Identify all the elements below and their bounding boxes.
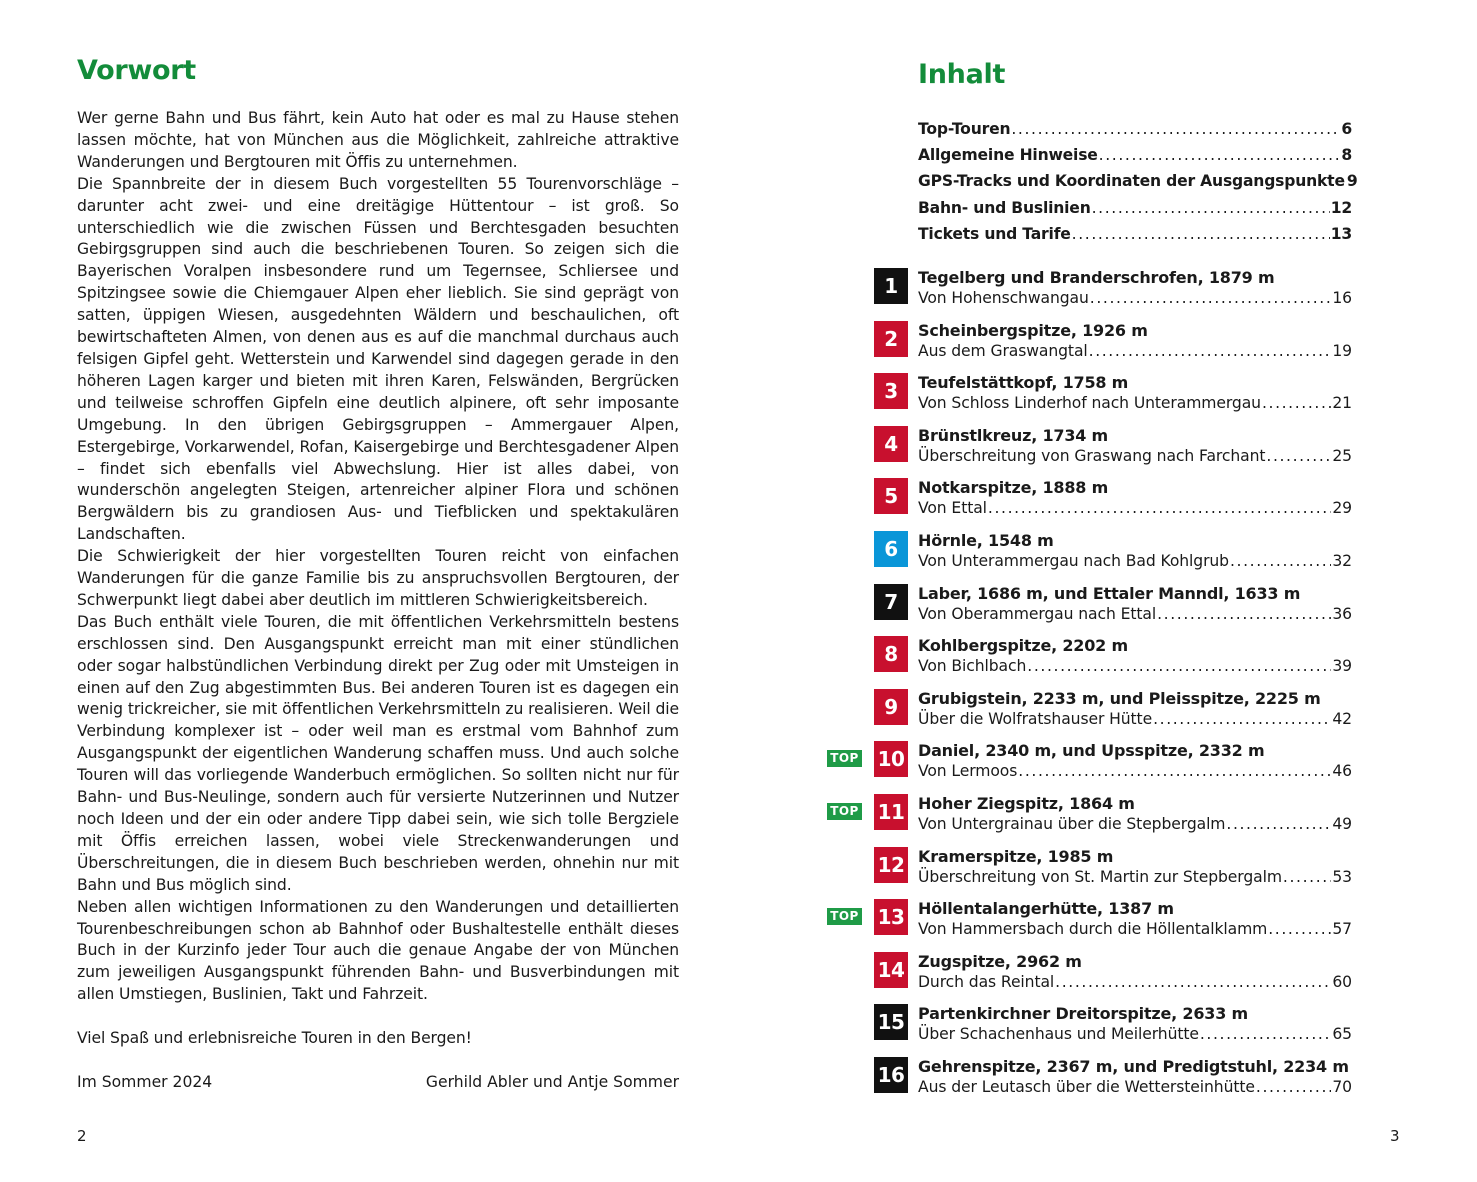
tour-title: Laber, 1686 m, und Ettaler Manndl, 1633 m: [918, 583, 1301, 603]
toc-entry-label: Tickets und Tarife: [918, 224, 1071, 243]
tour-title: Kohlbergspitze, 2202 m: [918, 636, 1128, 656]
tour-title: Zugspitze, 2962 m: [918, 951, 1082, 971]
tour-entry[interactable]: [820, 583, 1352, 627]
toc-entry[interactable]: [918, 225, 1352, 251]
tour-title: Gehrenspitze, 2367 m, und Predigtstuhl, 2234 m: [918, 1057, 1349, 1076]
foreword-paragraph: Die Schwierigkeit der hier vorgestellten Touren reicht von einfachen Wanderungen für die ganze Familie bis zu anspruchsvollen Bergtouren, der Schwerpunkt liegt dabei aber deutlich im mittleren Schwierigkeitsbereich.: [77, 547, 679, 609]
tour-number: 1: [874, 268, 908, 304]
contents-heading: Inhalt: [918, 59, 1006, 90]
tour-number: 4: [874, 426, 908, 462]
tour-subtitle-line: [918, 551, 1352, 572]
tour-subtitle: Von Oberammergau nach Ettal: [918, 604, 1157, 623]
toc-entry-label: Allgemeine Hinweise: [918, 146, 1098, 165]
tour-subtitle: Über Schachenhaus und Meilerhütte: [918, 1025, 1199, 1044]
tour-subtitle-line: [918, 288, 1352, 309]
leader-dots: [1090, 288, 1332, 309]
tour-number: 11: [874, 794, 908, 830]
foreword-heading: Vorwort: [77, 55, 196, 86]
tour-subtitle-line: [918, 972, 1352, 993]
tour-title: Tegelberg und Branderschrofen, 1879 m: [918, 268, 1275, 287]
tour-number: 8: [874, 636, 908, 672]
tour-subtitle-line: [918, 498, 1352, 519]
tour-entry[interactable]: [820, 267, 1352, 311]
toc-entry[interactable]: [918, 146, 1352, 172]
leader-dots: [1055, 972, 1331, 993]
leader-dots: [1283, 867, 1331, 888]
tour-entry[interactable]: [820, 846, 1352, 890]
tour-text: [918, 898, 1352, 940]
tour-title: Brünstlkreuz, 1734 m: [918, 425, 1109, 445]
tour-entry[interactable]: [820, 425, 1352, 469]
leader-dots: [1200, 1024, 1331, 1045]
toc-entry-page: 8: [1341, 146, 1352, 165]
tour-page: 46: [1332, 762, 1352, 781]
tour-title: Hörnle, 1548 m: [918, 531, 1054, 550]
tour-text: [918, 740, 1352, 782]
leader-dots: [988, 498, 1331, 519]
toc-entry[interactable]: [918, 172, 1358, 198]
tour-subtitle-line: [918, 867, 1352, 888]
tour-entry[interactable]: [820, 688, 1352, 732]
toc-entry[interactable]: [918, 120, 1352, 146]
tour-title: Daniel, 2340 m, und Upsspitze, 2332 m: [918, 741, 1265, 761]
foreword-page: [77, 54, 679, 1094]
tour-subtitle-line: [918, 814, 1352, 835]
tour-text: [918, 1003, 1352, 1045]
tour-page: 36: [1332, 604, 1352, 623]
tour-subtitle: Überschreitung von St. Martin zur Stepbergalm: [918, 867, 1282, 886]
tour-text: [918, 793, 1352, 835]
leader-dots: [1072, 225, 1330, 243]
tour-number: 6: [874, 531, 908, 567]
tour-text: [918, 530, 1352, 572]
tour-entry[interactable]: [820, 1003, 1352, 1047]
top-tour-badge: TOP: [827, 750, 862, 767]
tour-page: 53: [1332, 867, 1352, 886]
leader-dots: [1089, 341, 1332, 362]
tour-title: Teufelstättkopf, 1758 m: [918, 373, 1129, 393]
tour-page: 29: [1332, 499, 1352, 518]
tour-page: 32: [1332, 552, 1352, 570]
tour-page: 49: [1332, 815, 1352, 833]
tour-text: [918, 267, 1352, 309]
leader-dots: [1157, 604, 1331, 625]
tour-subtitle-line: [918, 604, 1352, 625]
toc-entry-label: Bahn- und Buslinien: [918, 198, 1091, 217]
leader-dots: [1230, 551, 1331, 572]
tour-text: [918, 583, 1352, 625]
tour-text: [918, 635, 1352, 677]
tour-entry[interactable]: [820, 898, 1352, 942]
tour-subtitle: Von Unterammergau nach Bad Kohlgrub: [918, 552, 1229, 570]
tour-text: [918, 688, 1352, 730]
toc-entry-page: 13: [1330, 224, 1352, 243]
tour-subtitle-line: [918, 919, 1352, 940]
tour-text: [918, 372, 1352, 414]
foreword-closing: Viel Spaß und erlebnisreiche Touren in den Bergen!: [77, 1029, 472, 1048]
page-number-left: 2: [77, 1127, 87, 1145]
tour-number: 2: [874, 321, 908, 357]
tour-title: Notkarspitze, 1888 m: [918, 478, 1109, 498]
tour-page: 39: [1332, 657, 1352, 676]
tour-subtitle: Von Lermoos: [918, 762, 1018, 781]
tour-subtitle: Von Hammersbach durch die Höllentalklamm: [918, 920, 1268, 939]
tour-text: [918, 1056, 1352, 1098]
tour-number: 9: [874, 689, 908, 725]
tour-entry[interactable]: [820, 1056, 1352, 1100]
tour-subtitle: Von Hohenschwangau: [918, 289, 1089, 307]
toc-entry-label: Top-Touren: [918, 120, 1011, 138]
tour-page: 70: [1332, 1078, 1352, 1096]
tour-subtitle: Durch das Reintal: [918, 972, 1055, 991]
leader-dots: [1027, 656, 1331, 677]
tour-title: Scheinbergspitze, 1926 m: [918, 320, 1148, 340]
tour-subtitle-line: [918, 656, 1352, 677]
tour-title: Höllentalangerhütte, 1387 m: [918, 899, 1174, 919]
tour-page: 21: [1332, 394, 1352, 413]
tour-page: 42: [1332, 709, 1352, 728]
tour-subtitle: Aus dem Graswangtal: [918, 341, 1088, 360]
tour-subtitle-line: [918, 709, 1352, 730]
page-number-right: 3: [1390, 1127, 1400, 1145]
tour-number: 3: [874, 373, 908, 409]
tour-number: 13: [874, 899, 908, 935]
leader-dots: [1256, 1077, 1331, 1098]
tour-number: 15: [874, 1004, 908, 1040]
tour-title: Grubigstein, 2233 m, und Pleisspitze, 2225 m: [918, 688, 1321, 708]
date-line: Im Sommer 2024: [77, 1072, 213, 1091]
tour-number: 12: [874, 847, 908, 883]
toc-entry-page: 12: [1330, 198, 1352, 217]
tour-subtitle: Aus der Leutasch über die Wettersteinhütte: [918, 1078, 1255, 1096]
toc-entry-label: GPS-Tracks und Koordinaten der Ausgangspunkte: [918, 172, 1345, 191]
tour-subtitle: Über die Wolfratshauser Hütte: [918, 709, 1153, 728]
tour-entry[interactable]: [820, 477, 1352, 521]
tour-subtitle-line: [918, 1077, 1352, 1098]
tour-title: Partenkirchner Dreitorspitze, 2633 m: [918, 1004, 1249, 1024]
leader-dots: [1011, 120, 1340, 138]
tour-page: 65: [1332, 1025, 1352, 1044]
tour-subtitle: Von Ettal: [918, 499, 987, 518]
leader-dots: [1099, 146, 1341, 164]
tour-subtitle-line: [918, 341, 1352, 362]
tour-entry[interactable]: [820, 530, 1352, 574]
tour-text: [918, 951, 1352, 993]
tour-subtitle-line: [918, 446, 1352, 467]
tour-entry[interactable]: [820, 951, 1352, 995]
leader-dots: [1268, 919, 1331, 940]
tour-title: Hoher Ziegspitz, 1864 m: [918, 794, 1135, 813]
tour-page: 19: [1332, 341, 1352, 360]
tour-number: 10: [874, 741, 908, 777]
foreword-signature: [77, 1072, 679, 1094]
top-tour-badge: TOP: [827, 803, 862, 820]
foreword-paragraph: Das Buch enthält viele Touren, die mit öffentlichen Verkehrsmitteln bestens erschlossen sind. Den Ausgangspunkt erreicht man mit einer stündlichen oder sogar halbstündlichen Verbindung direkt per Zug oder mit Umsteigen in einen auf den Zug abgestimmten Bus. Bei anderen Touren ist es dagegen ein wenig trickreicher, sie mit öffentlichen Verkehrsmitteln zu realisieren. Weil die Verbindung komplexer ist – oder weil man es erstmal vom Bahnhof zum Ausgangspunkt der eigentlichen Wanderung schaffen muss. Und auch solche Touren will das vorliegende Wanderbuch ermöglichen. So sollten nicht nur für Bahn- und Bus-Neulinge, sondern auch für versierte Nutzerinnen und Nutzer noch Ideen und der ein oder andere Tipp dabei sein, wie sich tolle Bergziele mit Öffis erreichen lassen, wobei viele Streckenwanderungen und Überschreitungen, die in diesem Buch beschrieben werden, ohnehin nur mit Bahn und Bus möglich sind.: [77, 612, 679, 894]
leader-dots: [1018, 761, 1331, 782]
foreword-paragraph: Die Spannbreite der in diesem Buch vorgestellten 55 Tourenvorschläge – darunter acht zwei- und eine dreitägige Hüttentour – ist groß. So unterschiedlich wie die zwischen Füssen und Berchtesgaden besuchten Gebirgsgruppen sind auch die beschriebenen Touren. So zeigen sich die Bayerischen Voralpen insbesondere rund um Tegernsee, Schliersee und Spitzingsee sowie die Chiemgauer Alpen eher lieblich. Sie sind geprägt von satten, üppigen Wiesen, ausgedehnten Wäldern und beschaulichen, oft bewirtschafteten Almen, von denen aus es auf die manchmal durchaus auch felsigen Gipfel geht. Wetterstein und Karwendel sind dagegen gerade in den höheren Lagen karger und bieten mit ihren Karen, Felswänden, Bergrücken und teilweise schroffen Gipfeln eine deutlich alpinere, oft sehr imposante Umgebung. In den übrigen Gebirgsgruppen – Ammergauer Alpen, Estergebirge, Vorkarwendel, Rofan, Kaisergebirge und Berchtesgadener Alpen – findet sich ebenfalls viel Abwechslung. Hier ist alles dabei, von wunderschön angelegten Steigen, artenreicher alpiner Flora und schönen Bergwäldern bis zu grandiosen Aus- und Tiefblicken und spektakulären Landschaften.: [77, 174, 679, 544]
leader-dots: [1153, 709, 1331, 730]
tour-entry[interactable]: [820, 320, 1352, 364]
authors: Gerhild Abler und Antje Sommer: [425, 1072, 679, 1091]
tour-page: 57: [1332, 920, 1352, 939]
toc-entry-page: 6: [1341, 120, 1352, 138]
leader-dots: [1262, 393, 1331, 414]
tour-number: 5: [874, 478, 908, 514]
tour-text: [918, 477, 1352, 519]
tour-title: Kramerspitze, 1985 m: [918, 846, 1114, 866]
leader-dots: [1092, 199, 1330, 217]
tour-subtitle: Von Untergrainau über die Stepbergalm: [918, 815, 1226, 833]
tour-page: 25: [1332, 446, 1352, 465]
tour-entry[interactable]: [820, 740, 1352, 784]
tour-number: 16: [874, 1057, 908, 1093]
tour-text: [918, 846, 1352, 888]
leader-dots: [1266, 446, 1331, 467]
tour-subtitle: Überschreitung von Graswang nach Farchant: [918, 446, 1266, 465]
tour-entry[interactable]: [820, 635, 1352, 679]
tour-text: [918, 425, 1352, 467]
tour-subtitle-line: [918, 761, 1352, 782]
tour-entry[interactable]: [820, 793, 1352, 837]
tour-page: 16: [1332, 289, 1352, 307]
top-tour-badge: TOP: [827, 908, 862, 925]
foreword-paragraph: Neben allen wichtigen Informationen zu den Wanderungen und detaillierten Tourenbeschreibungen schon ab Bahnhof oder Bushaltestelle enthält dieses Buch in der Kurzinfo jeder Tour auch die genaue Angabe der von München zum jeweiligen Ausgangspunkt führenden Bahn- und Busverbindungen mit allen Umstiegen, Buslinien, Takt und Fahrzeit.: [77, 897, 679, 1004]
tour-number: 7: [874, 584, 908, 620]
tour-page: 60: [1332, 972, 1352, 991]
tour-subtitle: Von Schloss Linderhof nach Unterammergau: [918, 394, 1261, 413]
tour-subtitle: Von Bichlbach: [918, 657, 1027, 676]
foreword-paragraph: Wer gerne Bahn und Bus fährt, kein Auto hat oder es mal zu Hause stehen lassen möchte, hat von München aus die Möglichkeit, zahlreiche attraktive Wanderungen und Bergtouren mit Öffis zu unternehmen.: [77, 109, 679, 171]
tour-entry[interactable]: [820, 372, 1352, 416]
tour-text: [918, 320, 1352, 362]
tour-number: 14: [874, 952, 908, 988]
toc-entry-page: 9: [1346, 172, 1358, 191]
foreword-body: [77, 108, 679, 1050]
tour-subtitle-line: [918, 393, 1352, 414]
toc-entry[interactable]: [918, 199, 1352, 225]
tour-subtitle-line: [918, 1024, 1352, 1045]
leader-dots: [1226, 814, 1331, 835]
general-contents: [918, 120, 1358, 251]
